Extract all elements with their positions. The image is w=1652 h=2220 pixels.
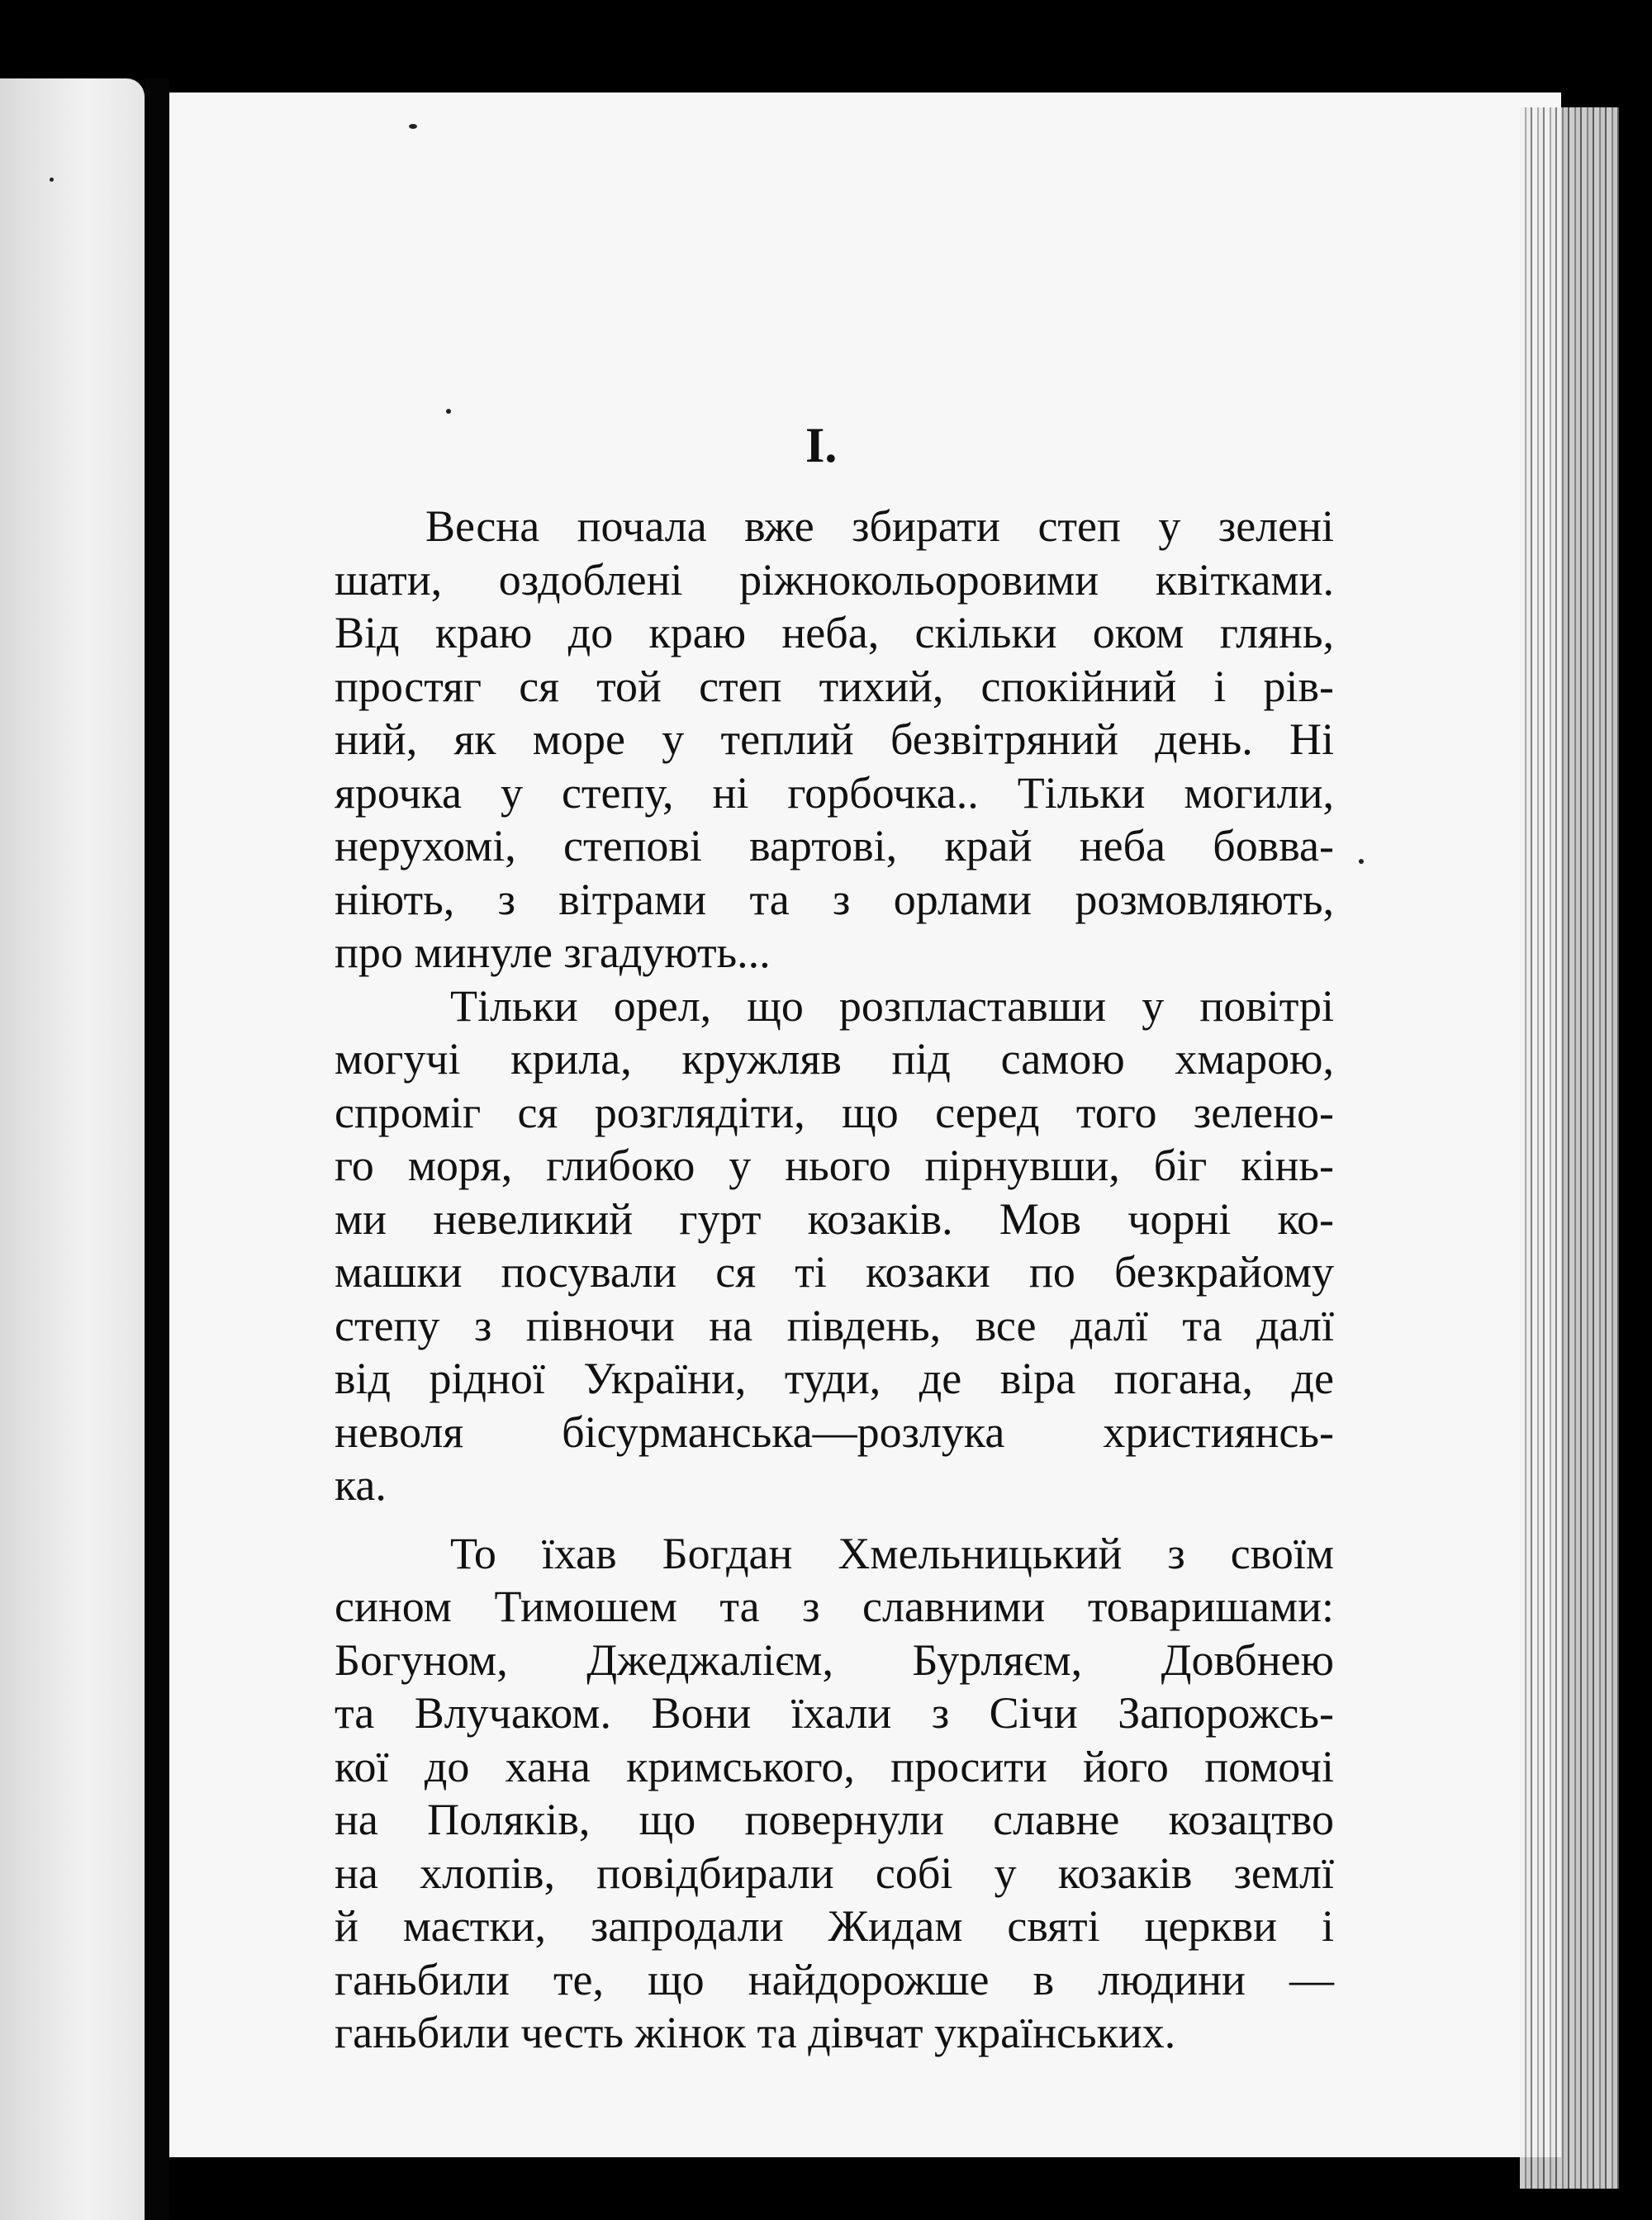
text-line: степу з півночи на південь, все далї та далї: [335, 1300, 1334, 1350]
text-line: машки посували ся ті козаки по безкрайому: [335, 1247, 1334, 1297]
text-line: ніють, з вітрами та з орлами розмовляють,: [335, 874, 1334, 924]
text-line: та Влучаком. Вони їхали з Січи Запорожсь-: [335, 1688, 1334, 1738]
ink-speck: [50, 178, 54, 182]
ink-speck: [409, 124, 417, 129]
ink-speck: [1359, 859, 1364, 864]
body-text: [335, 413, 1334, 2060]
text-line: Богуном, Джеджалієм, Бурляєм, Довбнею: [335, 1634, 1334, 1685]
text-line: від рідної України, туди, де віра погана, де: [335, 1354, 1334, 1403]
text-line: могучі крила, кружляв під самою хмарою,: [335, 1034, 1334, 1084]
text-line: То їхав Богдан Хмельницький з своїм: [450, 1528, 1334, 1578]
book-gutter: [145, 78, 169, 2220]
paragraph-3: [335, 1527, 1334, 2060]
left-page-edge: [0, 78, 145, 2220]
paragraph-1: [335, 500, 1334, 980]
text-line: ка.: [335, 1460, 387, 1510]
text-line: й маєтки, запродали Жидам святі церкви і: [335, 1901, 1334, 1951]
text-line: нерухомі, степові вартові, край неба бовва-: [335, 821, 1334, 870]
text-line: ганьбили честь жінок та дівчат українських.: [335, 2008, 1176, 2057]
text-line: неволя бісурманська—розлука християнсь-: [335, 1406, 1334, 1457]
text-line: ний, як море у теплий безвітряний день. Ні: [335, 714, 1334, 764]
text-line: Весна почала вже збирати степ у зелені: [425, 501, 1334, 551]
text-line: шати, оздоблені ріжнокольоровими квітками.: [335, 554, 1334, 605]
chapter-number: I.: [805, 418, 838, 472]
text-line: ганьбили те, що найдорожше в людини —: [335, 1954, 1334, 2004]
text-line: го моря, глибоко у нього пірнувши, біг кінь-: [335, 1141, 1334, 1190]
text-line: кої до хана кримського, просити його помочі: [335, 1741, 1334, 1791]
text-line: сином Тимошем та з славними товаришами:: [335, 1582, 1334, 1631]
text-line: ярочка у степу, ні горбочка.. Тільки могили,: [335, 767, 1334, 818]
text-line: на хлопів, повідбирали собі у козаків землї: [335, 1848, 1334, 1898]
text-line: Від краю до краю неба, скільки оком глянь,: [335, 608, 1334, 657]
page-stack-edge: [1520, 107, 1619, 2189]
text-line: спроміг ся розглядіти, що серед того зелено-: [335, 1087, 1334, 1137]
paragraph-2: [335, 980, 1334, 1512]
text-line: ми невеликий гурт козаків. Мов чорні ко-: [335, 1193, 1334, 1244]
text-line: про минуле згадують...: [335, 927, 771, 977]
text-line: простяг ся той степ тихий, спокійний і рів-: [335, 661, 1334, 711]
text-line: на Поляків, що повернули славне козацтво: [335, 1795, 1334, 1844]
text-line: Тільки орел, що розпластавши у повітрі: [450, 980, 1334, 1031]
